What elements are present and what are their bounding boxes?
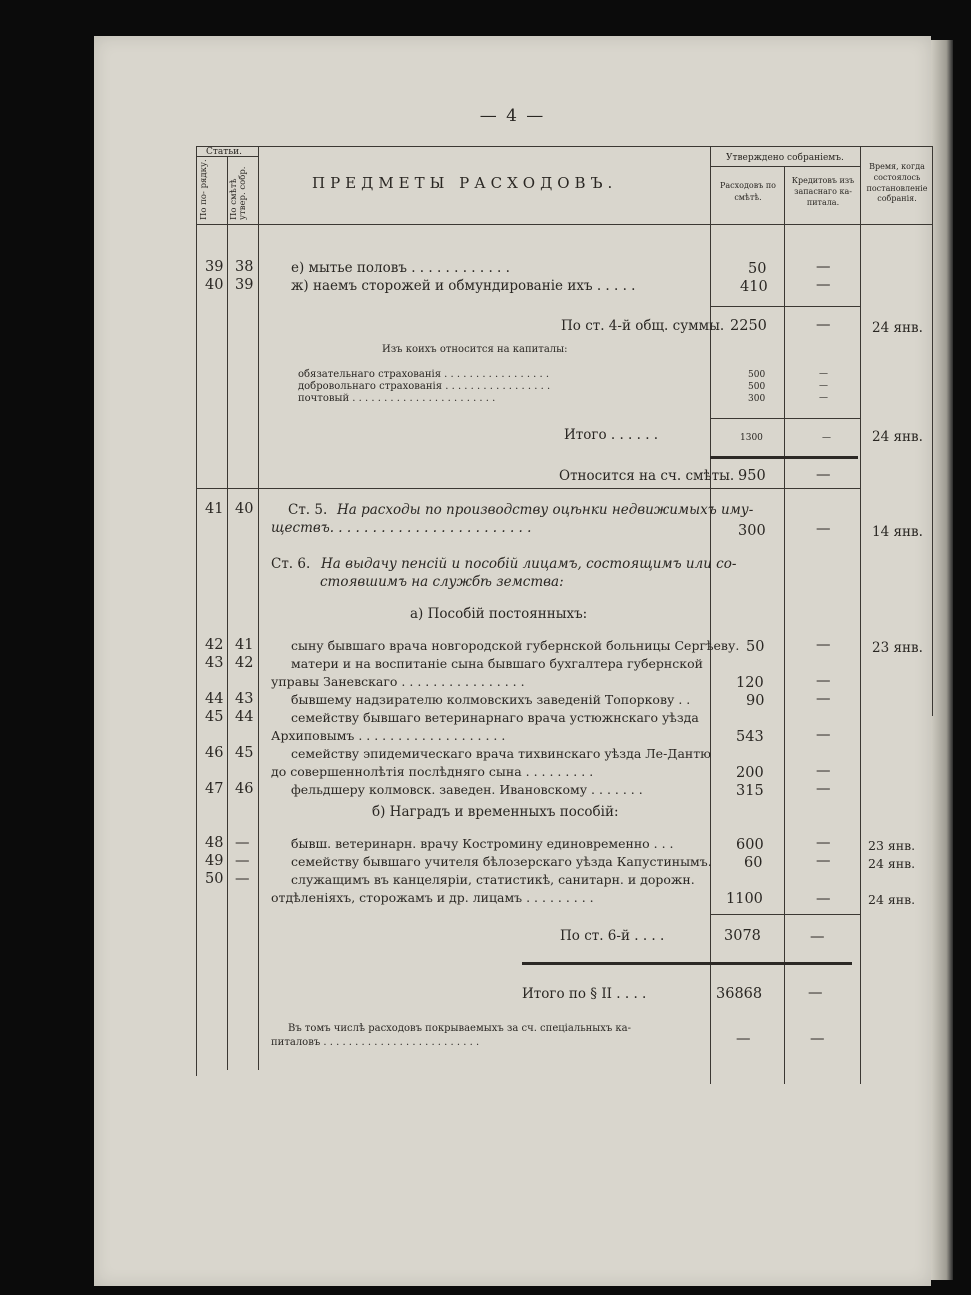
row-42-sum: 50 bbox=[746, 639, 765, 655]
capital-3-label: почтовый . . . . . . . . . . . . . . . . . . . . . . . bbox=[298, 393, 496, 404]
capital-2-kred: — bbox=[819, 381, 828, 391]
itogo1-sum: 1300 bbox=[740, 433, 763, 443]
capital-2-label: добровольнаго страхованія . . . . . . . . . . . . . . . . . bbox=[298, 381, 551, 392]
st5-kred: — bbox=[816, 521, 831, 537]
itogo1-label: Итого . . . . . . bbox=[564, 427, 659, 443]
table-top-rule bbox=[196, 146, 933, 147]
capital-1-sum: 500 bbox=[748, 370, 766, 380]
row-45-text-2: Архиповымъ . . . . . . . . . . . . . . . . . . . bbox=[271, 728, 506, 743]
po-st4-kred: — bbox=[816, 317, 831, 333]
otnositsya-bottom-rule bbox=[196, 488, 860, 489]
st5-line1: На расходы по производству оцѣнки недвижимыхъ иму- bbox=[337, 502, 754, 518]
header-po-ryadu: По по- рядку. bbox=[199, 159, 209, 220]
row-44-b: 43 bbox=[235, 691, 254, 707]
row-43-kred: — bbox=[816, 673, 831, 689]
row-45-a: 45 bbox=[205, 709, 224, 725]
row-42-text: сыну бывшаго врача новгородской губернской больницы Сергѣеву. bbox=[291, 638, 740, 653]
col-rule-3 bbox=[710, 146, 711, 1084]
document-page bbox=[94, 36, 931, 1286]
row-49-b: — bbox=[235, 853, 250, 869]
row-49-sum: 60 bbox=[744, 855, 763, 871]
row-43-sum: 120 bbox=[736, 675, 764, 691]
col-rule-4 bbox=[784, 166, 785, 1084]
st6-double-rule bbox=[522, 962, 852, 965]
row-45-sum: 543 bbox=[736, 729, 764, 745]
row-40-kred: — bbox=[816, 277, 831, 293]
row-48-sum: 600 bbox=[736, 837, 764, 853]
row-39-text: е) мытье половъ . . . . . . . . . . . . bbox=[291, 260, 510, 276]
st5-prefix: Ст. 5. bbox=[288, 502, 328, 518]
st5-line2: ществъ. . . . . . . . . . . . . . . . . . . . . . . . bbox=[271, 520, 532, 536]
st6-line2: стоявшимъ на службѣ земства: bbox=[320, 574, 564, 590]
row-47-text: фельдшеру колмовск. заведен. Ивановскому . . . . . . . bbox=[291, 782, 643, 797]
row-42-b: 41 bbox=[235, 637, 254, 653]
row-46-a: 46 bbox=[205, 745, 224, 761]
row-48-kred: — bbox=[816, 835, 831, 851]
po-st4-date: 24 янв. bbox=[872, 320, 923, 336]
row-39-sum: 50 bbox=[748, 261, 767, 277]
row-42-date: 23 янв. bbox=[872, 640, 923, 656]
row-48-b: — bbox=[235, 835, 250, 851]
row-46-sum: 200 bbox=[736, 765, 764, 781]
row-47-a: 47 bbox=[205, 781, 224, 797]
po-st6-label: По ст. 6-й . . . . bbox=[560, 928, 665, 944]
row-49-date: 24 янв. bbox=[868, 856, 916, 871]
row-47-b: 46 bbox=[235, 781, 254, 797]
page-number: — 4 — bbox=[479, 106, 546, 126]
page-edge bbox=[931, 40, 953, 1280]
capital-2-sum: 500 bbox=[748, 382, 766, 392]
header-rashodov: Расходовъ по смѣтѣ. bbox=[720, 181, 776, 202]
v-tom-line1: Въ томъ числѣ расходовъ покрываемыхъ за сч. спеціальныхъ ка- bbox=[288, 1023, 632, 1034]
row-50-a: 50 bbox=[205, 871, 224, 887]
col-rule-left bbox=[196, 146, 197, 1076]
st6-line1: На выдачу пенсій и пособій лицамъ, состоящимъ или со- bbox=[321, 556, 737, 572]
capital-1-kred: — bbox=[819, 369, 828, 379]
capital-3-sum: 300 bbox=[748, 394, 766, 404]
st5-sum: 300 bbox=[738, 523, 766, 539]
otnositsya-label: Относится на сч. смѣты. bbox=[559, 468, 735, 484]
st5-date: 14 янв. bbox=[872, 524, 923, 540]
v-tom-line2: питаловъ . . . . . . . . . . . . . . . . . . . . . . . . . bbox=[271, 1037, 480, 1048]
row-49-text: семейству бывшаго учителя бѣлозерскаго уѣзда Капустинымъ. bbox=[291, 854, 712, 869]
row-50-text-2: отдѣленіяхъ, сторожамъ и др. лицамъ . . . . . . . . . bbox=[271, 890, 594, 905]
st5-b: 40 bbox=[235, 501, 254, 517]
st6-prefix: Ст. 6. bbox=[271, 556, 311, 572]
po-st6-kred: — bbox=[810, 929, 825, 945]
itogo-ii-label: Итого по § II . . . . bbox=[522, 986, 647, 1002]
row-44-a: 44 bbox=[205, 691, 224, 707]
header-po-smete: По смѣтѣ утвер. собр. bbox=[229, 166, 249, 220]
itogo1-double-rule bbox=[710, 456, 858, 459]
v-tom-kred: — bbox=[810, 1031, 825, 1047]
row-46-text-2: до совершеннолѣтія послѣдняго сына . . . . . . . . . bbox=[271, 764, 594, 779]
row-49-a: 49 bbox=[205, 853, 224, 869]
row-50-kred: — bbox=[816, 891, 831, 907]
iz-koih: Изъ коихъ относится на капиталы: bbox=[382, 344, 568, 355]
row-42-kred: — bbox=[816, 637, 831, 653]
po-st6-sum: 3078 bbox=[724, 928, 761, 944]
capital-1-label: обязательнаго страхованія . . . . . . . . . . . . . . . . . bbox=[298, 369, 550, 380]
itogo1-date: 24 янв. bbox=[872, 429, 923, 445]
row-39-b: 38 bbox=[235, 259, 254, 275]
row-50-sum: 1100 bbox=[726, 891, 763, 907]
row-44-kred: — bbox=[816, 691, 831, 707]
row-50-b: — bbox=[235, 871, 250, 887]
header-kreditov: Кредитовъ изъ запаснаго ка- питала. bbox=[791, 176, 855, 207]
row-48-a: 48 bbox=[205, 835, 224, 851]
header-bottom-rule bbox=[196, 224, 933, 225]
po-st4-label: По ст. 4-й общ. суммы. bbox=[561, 318, 725, 334]
row-39-a: 39 bbox=[205, 259, 224, 275]
utverzhdeno-sub-rule bbox=[710, 166, 860, 167]
row-40-a: 40 bbox=[205, 277, 224, 293]
row-45-b: 44 bbox=[235, 709, 254, 725]
row-47-kred: — bbox=[816, 781, 831, 797]
itogo-ii-kred: — bbox=[808, 985, 823, 1001]
v-tom-sum: — bbox=[736, 1031, 751, 1047]
row-47-sum: 315 bbox=[736, 783, 764, 799]
col-rule-1 bbox=[227, 156, 228, 1070]
row-46-kred: — bbox=[816, 763, 831, 779]
st4-top-rule bbox=[710, 306, 860, 307]
header-stati: Статьи. bbox=[206, 147, 242, 157]
st6-top-rule bbox=[710, 914, 860, 915]
row-49-kred: — bbox=[816, 853, 831, 869]
row-50-date: 24 янв. bbox=[868, 892, 916, 907]
header-utverzhdeno: Утверждено собраніемъ. bbox=[726, 153, 844, 163]
po-st4-sum: 2250 bbox=[730, 318, 767, 334]
row-48-text: бывш. ветеринарн. врачу Костромину единовременно . . . bbox=[291, 836, 674, 851]
row-45-kred: — bbox=[816, 727, 831, 743]
capitals-bottom-rule bbox=[710, 418, 860, 419]
header-predmety: ПРЕДМЕТЫ РАСХОДОВЪ. bbox=[312, 174, 618, 192]
row-44-sum: 90 bbox=[746, 693, 765, 709]
row-50-text-1: служащимъ въ канцеляріи, статистикѣ, санитарн. и дорожн. bbox=[291, 872, 695, 887]
sub-b-heading: б) Наградъ и временныхъ пособій: bbox=[372, 804, 619, 820]
col-rule-right bbox=[932, 146, 933, 716]
otnositsya-kred: — bbox=[816, 467, 831, 483]
row-44-text: бывшему надзирателю колмовскихъ заведеній Топоркову . . bbox=[291, 692, 691, 707]
st5-a: 41 bbox=[205, 501, 224, 517]
col-rule-5 bbox=[860, 146, 861, 1084]
row-46-text-1: семейству эпидемическаго врача тихвинскаго уѣзда Ле-Дантю bbox=[291, 746, 712, 761]
col-rule-2 bbox=[258, 146, 259, 1070]
itogo-ii-sum: 36868 bbox=[716, 986, 763, 1002]
row-39-kred: — bbox=[816, 259, 831, 275]
row-43-text-1: матери и на воспитаніе сына бывшаго бухгалтера губернской bbox=[291, 656, 703, 671]
row-43-text-2: управы Заневскаго . . . . . . . . . . . . . . . . bbox=[271, 674, 525, 689]
otnositsya-sum: 950 bbox=[738, 468, 766, 484]
capital-3-kred: — bbox=[819, 393, 828, 403]
row-43-b: 42 bbox=[235, 655, 254, 671]
row-43-a: 43 bbox=[205, 655, 224, 671]
row-40-sum: 410 bbox=[740, 279, 768, 295]
sub-a-heading: а) Пособій постоянныхъ: bbox=[410, 606, 588, 622]
itogo1-kred: — bbox=[822, 433, 831, 443]
row-40-b: 39 bbox=[235, 277, 254, 293]
row-46-b: 45 bbox=[235, 745, 254, 761]
row-45-text-1: семейству бывшаго ветеринарнаго врача устюжнскаго уѣзда bbox=[291, 710, 699, 725]
row-40-text: ж) наемъ сторожей и обмундированіе ихъ . . . . . bbox=[291, 278, 636, 294]
header-vremya: Время, когда состоялось постановленіе собранія. bbox=[866, 162, 928, 204]
row-48-date: 23 янв. bbox=[868, 838, 916, 853]
row-42-a: 42 bbox=[205, 637, 224, 653]
